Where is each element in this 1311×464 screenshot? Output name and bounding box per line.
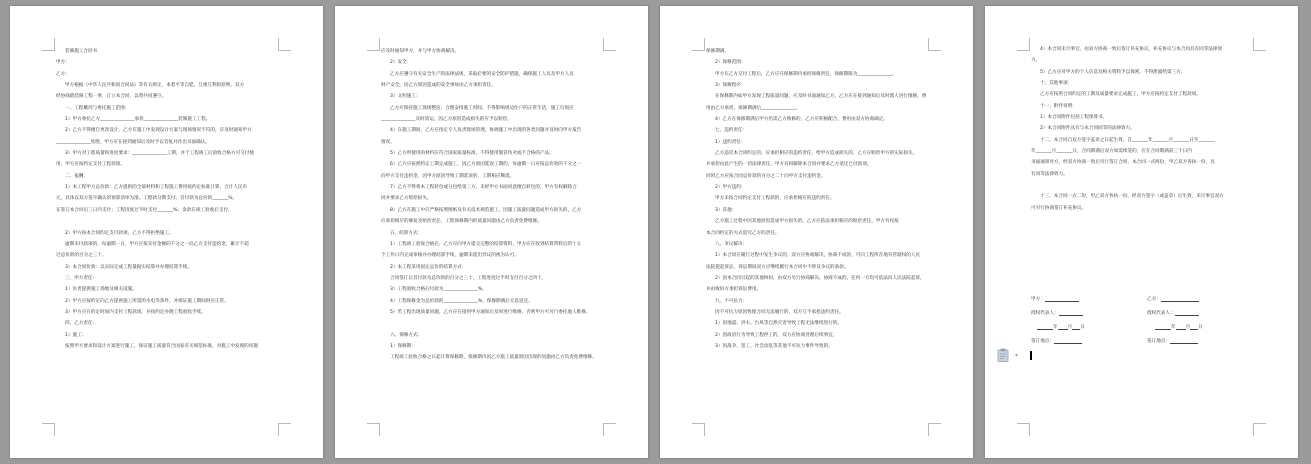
page-body[interactable] xyxy=(1031,44,1252,214)
page-body[interactable] xyxy=(381,46,602,364)
paragraph-line: 按照甲方要求和设计方案进行施工，保证施工质量符合国家有关规范标准，对施工中发现的问题 xyxy=(65,343,258,349)
paragraph-line: 2）甲方应按约定向乙方提供施工所需的水电等条件，并保证施工期间供应正常。 xyxy=(65,298,229,304)
crop-mark xyxy=(692,423,705,436)
paragraph-line: 经协商就装修工程一事，订立本合同，以资共同遵守。 xyxy=(56,94,167,100)
text-cursor xyxy=(1030,351,1032,360)
paragraph-line: 六、保修方式： xyxy=(390,332,423,338)
paragraph-line: 应及时通知甲方，并与甲方协商解决。 xyxy=(381,49,460,54)
paragraph-line: 5）若工程出现质量问题，乙方应在接到甲方通知后及时进行维修，否则甲方可另行委托他人维修。 xyxy=(390,309,591,315)
page-body[interactable] xyxy=(706,46,927,352)
paragraph-line: 5）乙方所使用的材料应符合国家质量标准，不得使用假冒伪劣或不合格的产品。 xyxy=(390,151,554,157)
crop-mark xyxy=(1017,38,1030,51)
paragraph-line: 3）因战争、罢工、社会动乱等其他不可抗力事件导致的。 xyxy=(715,343,833,349)
paragraph-line: 2）本工程采用固定总价的结算方式： xyxy=(390,264,467,270)
date-b: 年 月 日 xyxy=(1155,324,1203,330)
paragraph-line: 1）保修期： xyxy=(390,343,416,349)
paragraph-line: 3）甲方应在约定时间内支付工程款项，并按约定办理工程验收手续。 xyxy=(65,309,206,315)
signature-line xyxy=(1045,297,1079,302)
paragraph-line: 在保修期内如甲方发现工程质量问题，应及时书面通知乙方，乙方应在接到通知后及时派人进行维修，费 xyxy=(715,94,927,100)
paragraph-line: 1）因地震、洪水、台风等自然灾害导致工程无法继续进行的。 xyxy=(715,321,842,327)
paragraph-line: 合同签订后首付款为总价款的百分之三十，工程进度过半时支付百分之四十。 xyxy=(390,275,547,281)
crop-mark xyxy=(692,38,705,51)
paragraph-line: 五、结算方式： xyxy=(390,230,423,236)
paragraph-line xyxy=(56,216,277,227)
paragraph-line: 在签订本合同后三日内支付；工程进度过半时支付_______%；余款在竣工验收后支付， xyxy=(56,207,233,213)
paragraph-line: _______________及时清运，因乙方原因造成损失的应予以赔偿。 xyxy=(381,117,512,123)
paragraph-line: 保修期满。 xyxy=(706,49,729,54)
paragraph-line: 2）因本合同引起的其他纠纷，由双方另行协商解决，协商不成的，任何一方均可依法向人民法院起诉， xyxy=(715,275,925,281)
paragraph-line: 1）甲方委托乙方_______________承担_______________装修施工工程。 xyxy=(65,117,211,123)
crop-mark xyxy=(1253,423,1266,436)
paragraph-line: 3）本合同价款：以实际完成工程量据实结算并办理结算手续。 xyxy=(65,264,192,270)
document-page-4[interactable] xyxy=(985,6,1298,458)
clipboard-icon[interactable] xyxy=(997,348,1009,362)
paragraph-line: 4）乙方在保修期满后甲方仍需乙方维修的，乙方应积极配合，费用由双方协商确定。 xyxy=(715,117,888,123)
paragraph-line: 乙方应保持施工现场整洁，合理安排施工时间，不得影响周边住户的正常生活，施工垃圾应 xyxy=(390,105,574,111)
paragraph-line: 1）本工程甲方总价款：乙方提供的全部材料和工程施工费用按约定标准计算，合计人民币 xyxy=(65,185,248,191)
paragraph-line: 2）甲方按本合同约定支付款项，乙方不得拒绝施工。 xyxy=(65,230,174,236)
paragraph-line: 本合同约定的方式追究乙方的责任。 xyxy=(706,230,780,236)
signature-line xyxy=(1161,297,1199,302)
paragraph-line: 甲方根据《中华人民共和国合同法》等有关规定，本着平等自愿、互惠互利的原则，双方 xyxy=(65,83,245,89)
paragraph-line: 情况。 xyxy=(381,139,395,145)
paragraph-line: 因不可抗力原因致使合同无法履行的，双方互不承担违约责任。 xyxy=(715,309,844,315)
chevron-down-icon[interactable]: ▾ xyxy=(1015,352,1019,359)
crop-mark xyxy=(278,38,291,51)
paragraph-line: 2）本合同附件具有与本合同同等的法律效力。 xyxy=(1040,126,1135,132)
place-b: 签订地点： xyxy=(1147,338,1198,344)
paragraph-line: 6）乙方应按照约定工期完成施工，因乙方原因延误工期的，每逾期一日应按总价款的千分之一 xyxy=(390,162,582,168)
rep-a xyxy=(1031,310,1083,316)
paragraph-line: 乙方： xyxy=(56,71,70,77)
paragraph-line: 3）其他： xyxy=(715,207,737,213)
page-body[interactable] xyxy=(56,46,277,352)
paragraph-line: 元，具体以双方签字确认的预算清单为准。工程款分期支付，首付款为总价的_______%， xyxy=(56,196,238,202)
signature-line xyxy=(1059,311,1083,316)
paragraph-line: 3）文明施工： xyxy=(390,94,421,100)
crop-mark xyxy=(603,423,616,436)
date-a: 年 月 日 xyxy=(1037,324,1085,330)
paragraph-line: 乙方应按照合同约定的工期及质量要求完成施工，甲方应按约定支付工程款项。 xyxy=(1040,92,1201,98)
paragraph-line: 工程竣工验收合格之日起计算保修期，保修期内因乙方施工质量原因出现的问题由乙方负责免费维修。 xyxy=(390,355,597,361)
paragraph-line: 十三、本合同一式二份，甲乙双方各执一份，经双方签字（或盖章）后生效，未尽事宜双方 xyxy=(1040,194,1224,200)
signature-line xyxy=(1175,311,1199,316)
paragraph-line: _______________处理，甲方应在接到通知后及时予以答复并作出书面确认。 xyxy=(56,139,210,145)
paragraph-line: 八、争议解决： xyxy=(715,241,748,247)
crop-mark xyxy=(278,423,291,436)
paragraph-line: 同时乙方应按合同总价款的百分之二十向甲方支付违约金。 xyxy=(706,173,826,179)
paragraph-line: 并承担由此产生的一切法律责任，甲方有权解除本合同并要求乙方退还已付款项， xyxy=(706,162,872,168)
party-b-label: 乙方： xyxy=(1147,297,1161,302)
paragraph-line: 乙方违反本合同约定的，应承担相应的违约责任，给甲方造成损失的，乙方应赔偿甲方的实际损失， xyxy=(715,151,918,157)
paragraph-line: 乙方应遵守有关安全生产的法律法规，采取必要的安全防护措施，确保施工人员及甲方人员 xyxy=(390,71,574,77)
rep-a-label: 授权代表人： xyxy=(1031,311,1059,316)
paragraph-line: 十、其他事项： xyxy=(1040,81,1073,87)
paragraph-line: 向甲方支付违约金，因甲方原因导致工期延误的，工期相应顺延。 xyxy=(381,173,515,179)
crop-mark xyxy=(42,423,55,436)
crop-mark xyxy=(1017,423,1030,436)
paragraph-line: 逾期未付款项的，每逾期一日，甲方应按未付金额的千分之一向乙方支付违约金，累计不超 xyxy=(65,241,249,247)
paragraph-line: 1）施工： xyxy=(65,332,87,338)
paragraph-line: 甲方未按合同约定支付工程款的，应承担相应的违约责任。 xyxy=(715,196,835,202)
document-page-2[interactable] xyxy=(335,6,648,458)
paragraph-line: 法院提起诉讼，诉讼期间双方应继续履行本合同中不涉及争议的条款。 xyxy=(706,264,849,270)
paragraph-line: 九、不可抗力： xyxy=(715,298,748,304)
paragraph-line: 过总价款的百分之三十。 xyxy=(56,253,107,259)
paragraph-line: 十二、本合同自双方签字盖章之日起生效，自_______年_______月_______日至_______ xyxy=(1040,137,1215,143)
rep-b xyxy=(1147,310,1199,316)
crop-mark xyxy=(928,38,941,51)
crop-mark xyxy=(603,38,616,51)
paragraph-line: 力。 xyxy=(1031,58,1041,64)
paragraph-line: 用由乙方承担，保修期满后_______________。 xyxy=(706,105,801,111)
paragraph-line: 8）乙方在施工中应严格按照图纸及有关技术规范施工，因施工质量问题造成甲方损失的，乙方 xyxy=(390,207,582,213)
paragraph-line: 二、报酬： xyxy=(65,173,88,179)
paragraph-line xyxy=(381,318,602,329)
paragraph-line: 2）保修范围： xyxy=(715,60,746,66)
paragraph-line: 有同等法律效力。 xyxy=(1031,171,1068,177)
crop-mark xyxy=(367,38,380,51)
paragraph-line: 装修施工合同书 xyxy=(65,49,98,54)
paragraph-line: 七、违约责任： xyxy=(715,128,748,134)
crop-mark xyxy=(42,38,55,51)
crop-mark xyxy=(928,423,941,436)
paragraph-line: 财产安全，因乙方原因造成的安全事故由乙方承担责任。 xyxy=(381,83,496,89)
rep-b-label: 授权代表人： xyxy=(1147,311,1175,316)
paragraph-line: 3）甲方对工程质量和进度要求：_______________工期，并于工程竣工后验收合格方可交付使 xyxy=(65,151,254,157)
paragraph-line: 1）违约责任： xyxy=(715,139,746,145)
paragraph-line: 并由败诉方承担诉讼费用。 xyxy=(706,287,762,293)
paragraph-line: 5）乙方应对甲方的个人信息及相关资料予以保密，不得泄露给第三方。 xyxy=(1040,69,1186,75)
crop-mark xyxy=(1253,38,1266,51)
paragraph-line: 年_______月_______日，合同期满后双方如需续签的，应在合同期满前三十日内 xyxy=(1031,149,1192,155)
paragraph-line: 2）因政府行为导致工程停工的，双方应协商处理后续事宜。 xyxy=(715,332,838,338)
paragraph-line: 1）本合同附件包括工程预算书。 xyxy=(1040,115,1108,121)
paragraph-line: 一、工程概况与委托施工范围： xyxy=(65,105,130,111)
paragraph-line: 十一、附件说明： xyxy=(1040,103,1077,109)
place-a: 签订地点： xyxy=(1031,338,1082,344)
paragraph-line: 1）工程竣工验收合格后，乙方应向甲方提交完整的结算资料，甲方应在收到结算资料后的十五 xyxy=(390,241,582,247)
paragraph-line: 同并要求乙方赔偿损失。 xyxy=(381,196,432,202)
paragraph-line xyxy=(1031,180,1252,191)
paragraph-line: 四、乙方责任： xyxy=(65,321,98,327)
paragraph-line: 书面通知对方，经双方协商一致后另行签订合同，本合同一式两份，甲乙双方各执一份，具 xyxy=(1031,160,1215,166)
paragraph-line: 7）乙方不得将本工程转包或分包给第三方，未经甲方书面同意擅自转包的，甲方有权解除合 xyxy=(390,185,577,191)
paragraph-line: 4）工程保修金为总价款的_______________%，保修期满后无息返还。 xyxy=(390,298,533,304)
signature-party-b xyxy=(1147,296,1199,302)
paragraph-line: 3）工程验收合格后付款为_______________%。 xyxy=(390,287,487,293)
paragraph-line: 应承担相应的修复及赔偿责任，工程保修期内的质量问题由乙方负责免费维修。 xyxy=(381,219,542,225)
paragraph-line: 乙方施工过程中因其他原因造成甲方损失的，乙方应依法承担相应的赔偿责任，甲方有权按 xyxy=(715,219,899,225)
document-page-1[interactable] xyxy=(10,6,323,458)
paragraph-line: 个工作日内完成审核并办理结算手续，逾期未提出异议的视为认可。 xyxy=(381,253,519,259)
paragraph-line: 甲方在乙方交付工程后，乙方应在保修期内承担保修责任，保修期限为_______________。 xyxy=(715,71,897,77)
paragraph-line: 2）甲方违约： xyxy=(715,185,746,191)
paragraph-line: 2）乙方不得擅自更改设计，乙方在施工中发现设计方案与现场情况不符的，应及时通知甲方 xyxy=(65,128,252,134)
paragraph-line: 2）安全： xyxy=(390,60,412,66)
paragraph-line: 用，甲方应按约定支付工程款项。 xyxy=(56,162,125,168)
paragraph-line: 3）保修程序： xyxy=(715,83,746,89)
signature-party-a xyxy=(1031,296,1079,302)
paragraph-line: 三、甲方责任： xyxy=(65,275,98,281)
document-page-3[interactable] xyxy=(660,6,973,458)
paragraph-line: 可另行协商签订补充协议。 xyxy=(1031,205,1087,211)
paragraph-line: 甲方： xyxy=(56,60,70,66)
crop-mark xyxy=(367,423,380,436)
paragraph-line: 4）本合同未尽事宜，由双方协商一致后签订补充协议，补充协议与本合同具有同等法律效 xyxy=(1040,47,1223,52)
paragraph-line: 4）在施工期间，乙方应指定专人负责现场管理，协调施工中出现的各类问题并及时向甲方报告 xyxy=(390,128,582,134)
paragraph-line: 1）负责提供施工场地及相关设施。 xyxy=(65,287,137,293)
paragraph-line: 1）本合同在履行过程中发生争议的，双方应协商解决，协商不成的，可向工程所在地有管辖权的人民 xyxy=(715,253,921,259)
party-a-label: 甲方： xyxy=(1031,297,1045,302)
